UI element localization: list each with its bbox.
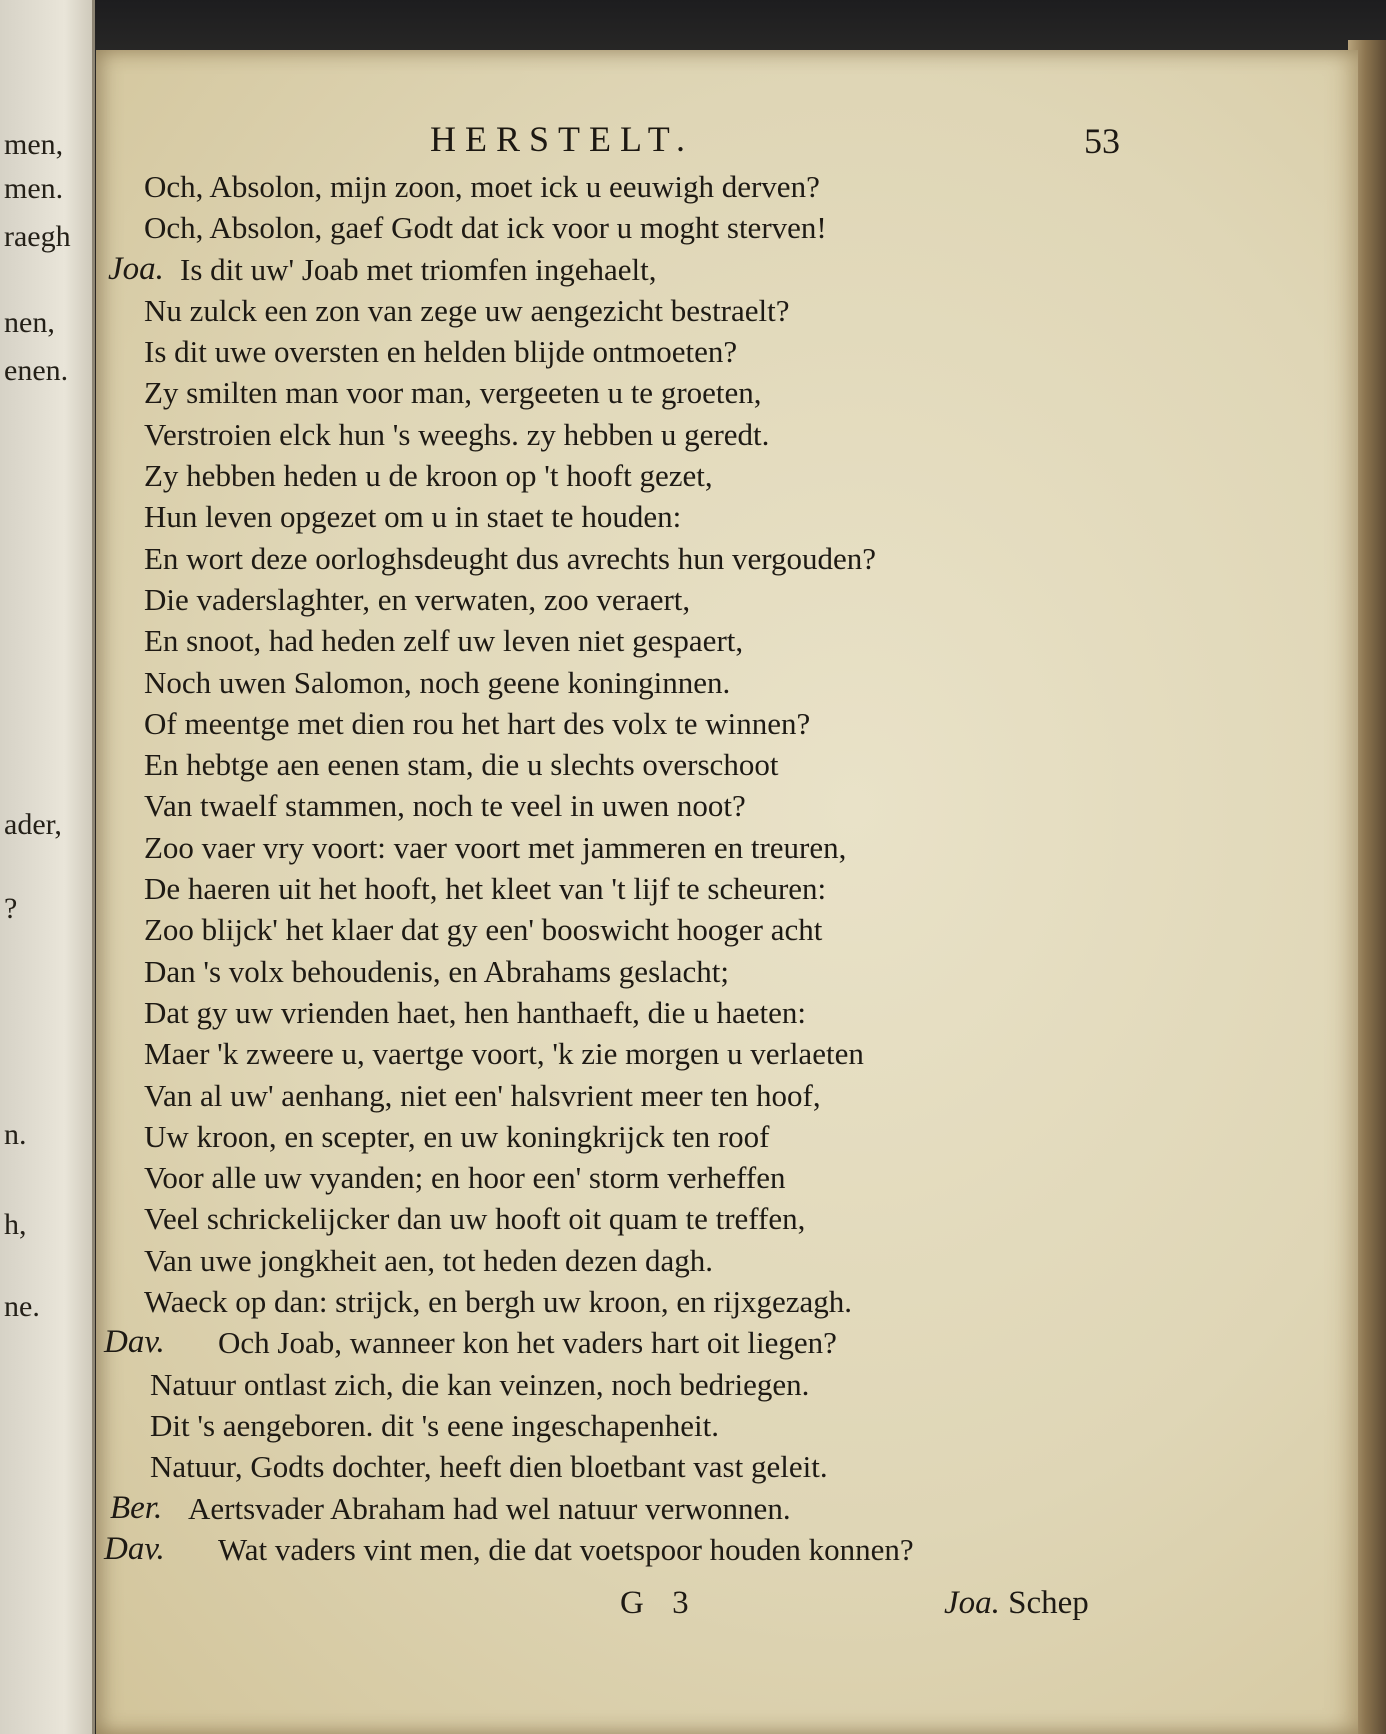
verse-text: Maer 'k zweere u, vaertge voort, 'k zie morgen u verlaeten (144, 1036, 864, 1072)
verse-text: Och, Absolon, mijn zoon, moet ick u eeuwigh derven? (144, 169, 820, 204)
verse-line (100, 744, 1140, 785)
facing-page-fragment: ne. (4, 1290, 40, 1323)
verse-line (100, 207, 1140, 248)
verse-line (100, 538, 1140, 579)
verse-text: Nu zulck een zon van zege uw aengezicht bestraelt? (144, 292, 790, 328)
verse-text: Dit 's aengeboren. dit 's eene ingeschapenheit. (150, 1407, 719, 1443)
verse-text: Hun leven opgezet om u in staet te houden: (144, 499, 682, 535)
verse-text: Dat gy uw vrienden haet, hen hanthaeft, die u haeten: (144, 994, 806, 1030)
verse-text: Zy hebben heden u de kroon op 't hooft gezet, (144, 458, 713, 494)
verse-text: En wort deze oorloghsdeught dus avrechts hun vergouden? (144, 540, 877, 576)
facing-page-edge (0, 0, 95, 1734)
verse-line (100, 620, 1140, 661)
page-number: 53 (1084, 121, 1120, 161)
verse-line (100, 1198, 1140, 1239)
speaker-label: Dav. (104, 1324, 165, 1361)
verse-text: Och, Absolon, gaef Godt dat ick voor u moght sterven! (144, 210, 827, 246)
verse-line (100, 1446, 1140, 1487)
verse-line (100, 1116, 1140, 1157)
facing-page-fragment: n. (4, 1118, 27, 1151)
verse-text: Wat vaders vint men, die dat voetspoor houden konnen? (218, 1531, 914, 1567)
verse-line (100, 1488, 1140, 1529)
verse-line (100, 331, 1140, 372)
verse-line (100, 703, 1140, 744)
verse-text: Verstroien elck hun 's weeghs. zy hebben u geredt. (144, 416, 770, 452)
verse-line (100, 579, 1140, 620)
facing-page-fragment: enen. (4, 354, 69, 387)
verse-line (100, 414, 1140, 455)
verse-line (100, 1322, 1140, 1363)
verse-text-block (100, 166, 1140, 1570)
verse-text: Is dit uw' Joab met triomfen ingehaelt, (180, 251, 657, 287)
verse-text: Uw kroon, en scepter, en uw koningkrijck ten roof (144, 1118, 770, 1154)
verse-line (100, 785, 1140, 826)
verse-text: Is dit uwe oversten en helden blijde ontmoeten? (144, 334, 738, 370)
verse-text: Aertsvader Abraham had wel natuur verwonnen. (188, 1490, 791, 1526)
verse-line (100, 1075, 1140, 1116)
verse-text: Zoo vaer vry voort: vaer voort met jammeren en treuren, (144, 829, 847, 865)
facing-page-fragment: nen, (4, 306, 55, 339)
verse-line (100, 249, 1140, 290)
verse-text: En snoot, had heden zelf uw leven niet gespaert, (144, 623, 744, 659)
verse-text: Van twaelf stammen, noch te veel in uwen noot? (144, 788, 746, 824)
verse-line (100, 290, 1140, 331)
verse-text: De haeren uit het hooft, het kleet van 't lijf te scheuren: (144, 871, 827, 907)
verse-text: Waeck op dan: strijck, en bergh uw kroon, en rijxgezagh. (144, 1284, 852, 1320)
verse-text: Voor alle uw vyanden; en hoor een' storm verheffen (144, 1160, 786, 1196)
speaker-label: Dav. (104, 1530, 165, 1567)
verse-line (100, 496, 1140, 537)
verse-text: Zoo blijck' het klaer dat gy een' booswicht hooger acht (144, 912, 823, 948)
verse-text: Dan 's volx behoudenis, en Abrahams geslacht; (144, 953, 729, 989)
verse-line (100, 1529, 1140, 1570)
facing-page-fragment: ader, (4, 808, 62, 841)
speaker-label: Ber. (110, 1489, 163, 1526)
verse-line (100, 1157, 1140, 1198)
verse-text: Veel schrickelijcker dan uw hooft oit quam te treffen, (144, 1201, 806, 1237)
verse-text: Och Joab, wanneer kon het vaders hart oit liegen? (218, 1325, 837, 1361)
catchword-word: Schep (1008, 1585, 1089, 1621)
verse-line (100, 868, 1140, 909)
facing-page-fragment: raegh (4, 220, 71, 253)
verse-line (100, 166, 1140, 207)
facing-page-fragment: ? (4, 892, 18, 925)
catchword-speaker: Joa. (944, 1585, 1000, 1621)
signature-mark: G 3 (620, 1585, 699, 1621)
verse-line (100, 1405, 1140, 1446)
verse-text: Natuur, Godts dochter, heeft dien bloetbant vast geleit. (150, 1449, 828, 1485)
verse-text: Natuur ontlast zich, die kan veinzen, noch bedriegen. (150, 1366, 810, 1402)
speaker-label: Joa. (108, 250, 164, 287)
facing-page-fragment: h, (4, 1208, 27, 1241)
verse-line (100, 662, 1140, 703)
verse-line (100, 455, 1140, 496)
verse-line (100, 1281, 1140, 1322)
verse-text: Die vaderslaghter, en verwaten, zoo veraert, (144, 581, 691, 617)
verse-line (100, 1240, 1140, 1281)
verse-line (100, 992, 1140, 1033)
verse-line (100, 1364, 1140, 1405)
verse-text: Noch uwen Salomon, noch geene koninginnen. (144, 664, 731, 700)
verse-line (100, 951, 1140, 992)
facing-page-fragment: men. (4, 172, 64, 205)
verse-text: Zy smilten man voor man, vergeeten u te groeten, (144, 375, 762, 411)
page-footer (0, 1585, 1386, 1633)
running-head: HERSTELT. (430, 119, 695, 159)
verse-line (100, 1033, 1140, 1074)
verse-text: Van al uw' aenhang, niet een' halsvrient meer ten hoof, (144, 1077, 821, 1113)
verse-line (100, 372, 1140, 413)
verse-line (100, 909, 1140, 950)
verse-line (100, 827, 1140, 868)
facing-page-fragment: men, (4, 128, 64, 161)
catchword (944, 1585, 1089, 1622)
verse-text: Van uwe jongkheit aen, tot heden dezen dagh. (144, 1242, 714, 1278)
verse-text: En hebtge aen eenen stam, die u slechts overschoot (144, 747, 779, 783)
verse-text: Of meentge met dien rou het hart des volx te winnen? (144, 705, 811, 741)
